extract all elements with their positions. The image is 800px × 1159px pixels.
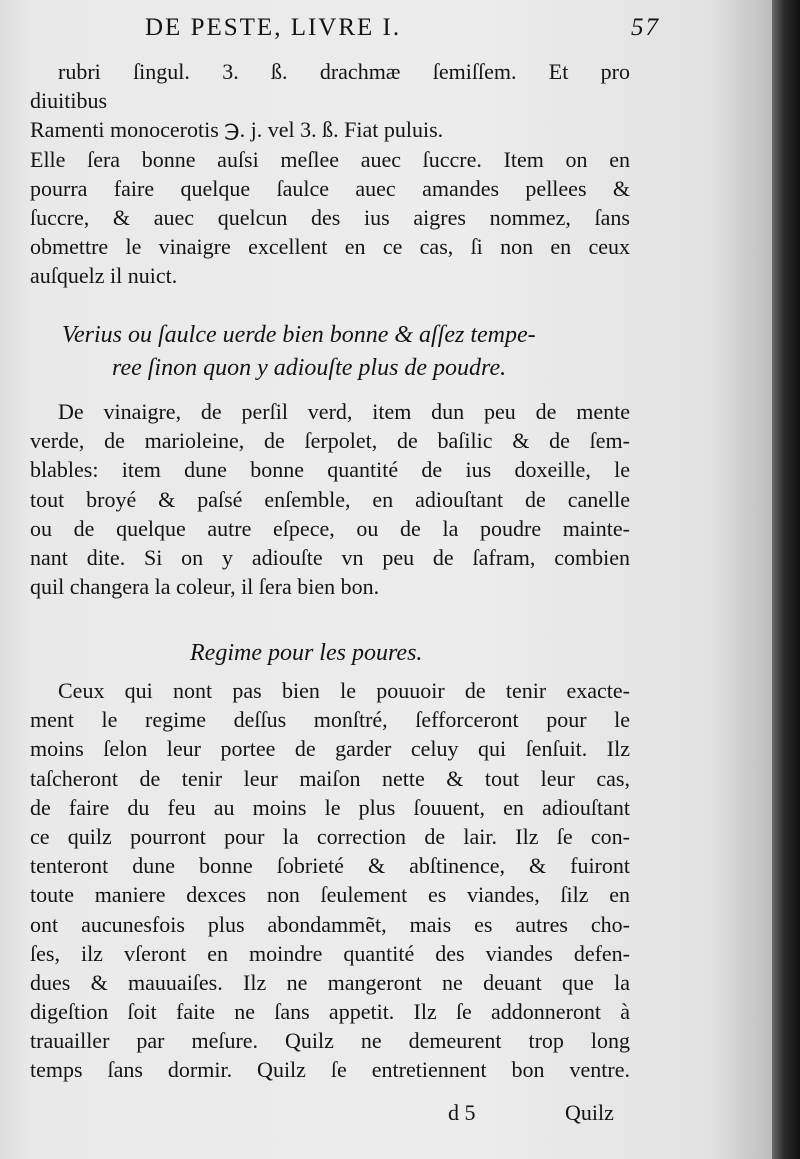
text-line: taſcheront de tenir leur maiſon nette & tout leur cas, (30, 765, 630, 791)
section-heading-verius-line1: Verius ou ſaulce uerde bien bonne & aſſez tempe- (62, 322, 536, 348)
text-line: Ramenti monocerotis ℈. j. vel 3. ß. Fiat puluis. (30, 117, 444, 143)
text-line: verde, de marioleine, de ſerpolet, de baſilic & de ſem- (30, 428, 630, 454)
text-line: tout broyé & paſsé enſemble, en adiouſtant de canelle (30, 486, 630, 512)
page-number: 57 (631, 14, 660, 41)
text-line: Elle ſera bonne auſsi meſlee auec ſuccre. Item on en (30, 146, 630, 172)
text-line: obmettre le vinaigre excellent en ce cas, ſi non en ceux (30, 234, 630, 260)
text-line: digeſtion ſoit faite ne ſans appetit. Ilz ſe addonneront à (30, 999, 630, 1025)
text-line: ce quilz pourront pour la correction de lair. Ilz ſe con- (30, 823, 630, 849)
text-line: dues & mauuaiſes. Ilz ne mangeront ne deuant que la (30, 969, 630, 995)
text-line: ſes, ilz vſeront en moindre quantité des viandes defen- (30, 940, 630, 966)
catchword: Quilz (565, 1100, 614, 1125)
text-line: blables: item dune bonne quantité de ius doxeille, le (30, 457, 630, 483)
text-line: diuitibus (30, 88, 108, 114)
text-line: toute maniere dexces non ſeulement es viandes, ſilz en (30, 882, 630, 908)
section-heading-verius-line2: ree ſinon quon y adiouſte plus de poudre. (112, 355, 507, 381)
text-line: moins ſelon leur portee de garder celuy qui ſenſuit. Ilz (30, 736, 630, 762)
text-line: nant dite. Si on y adiouſte vn peu de ſafram, combien (30, 544, 630, 570)
book-spine-shadow (772, 0, 800, 1159)
paragraph-verius (30, 397, 630, 601)
text-line: auſquelz il nuict. (30, 263, 178, 289)
paragraph-regime (30, 676, 630, 1085)
text-line: de faire du feu au moins le plus ſouuent, en adiouſtant (30, 794, 630, 820)
text-line: tenteront dune bonne ſobrieté & abſtinence, & fuiront (30, 853, 630, 879)
text-line: rubri ſingul. 3. ß. drachmæ ſemiſſem. Et pro (58, 59, 630, 84)
running-head-title: DE PESTE, LIVRE I. (145, 14, 402, 41)
text-line: trauailler par meſure. Quilz ne demeurent trop long (30, 1028, 630, 1054)
text-line: quil changera la coleur, il ſera bien bon. (30, 574, 380, 600)
text-line: Ceux qui nont pas bien le pouuoir de tenir exacte- (58, 678, 630, 703)
text-line: pourra faire quelque ſaulce auec amandes pellees & (30, 175, 630, 201)
text-line: temps ſans dormir. Quilz ſe entretiennent bon ventre. (30, 1057, 630, 1083)
text-line: ment le regime deſſus monſtré, ſefforceront pour le (30, 707, 630, 733)
signature-mark: d 5 (448, 1100, 476, 1125)
text-line: ont aucunesfois plus abondammẽt, mais es autres cho- (30, 911, 630, 937)
text-line: ou de quelque autre eſpece, ou de la poudre mainte- (30, 515, 630, 541)
text-line: ſuccre, & auec quelcun des ius aigres nommez, ſans (30, 204, 630, 230)
text-line: De vinaigre, de perſil verd, item dun peu de mente (58, 399, 630, 424)
paragraph-recipe-continuation (30, 57, 630, 291)
section-heading-regime: Regime pour les poures. (190, 640, 423, 666)
